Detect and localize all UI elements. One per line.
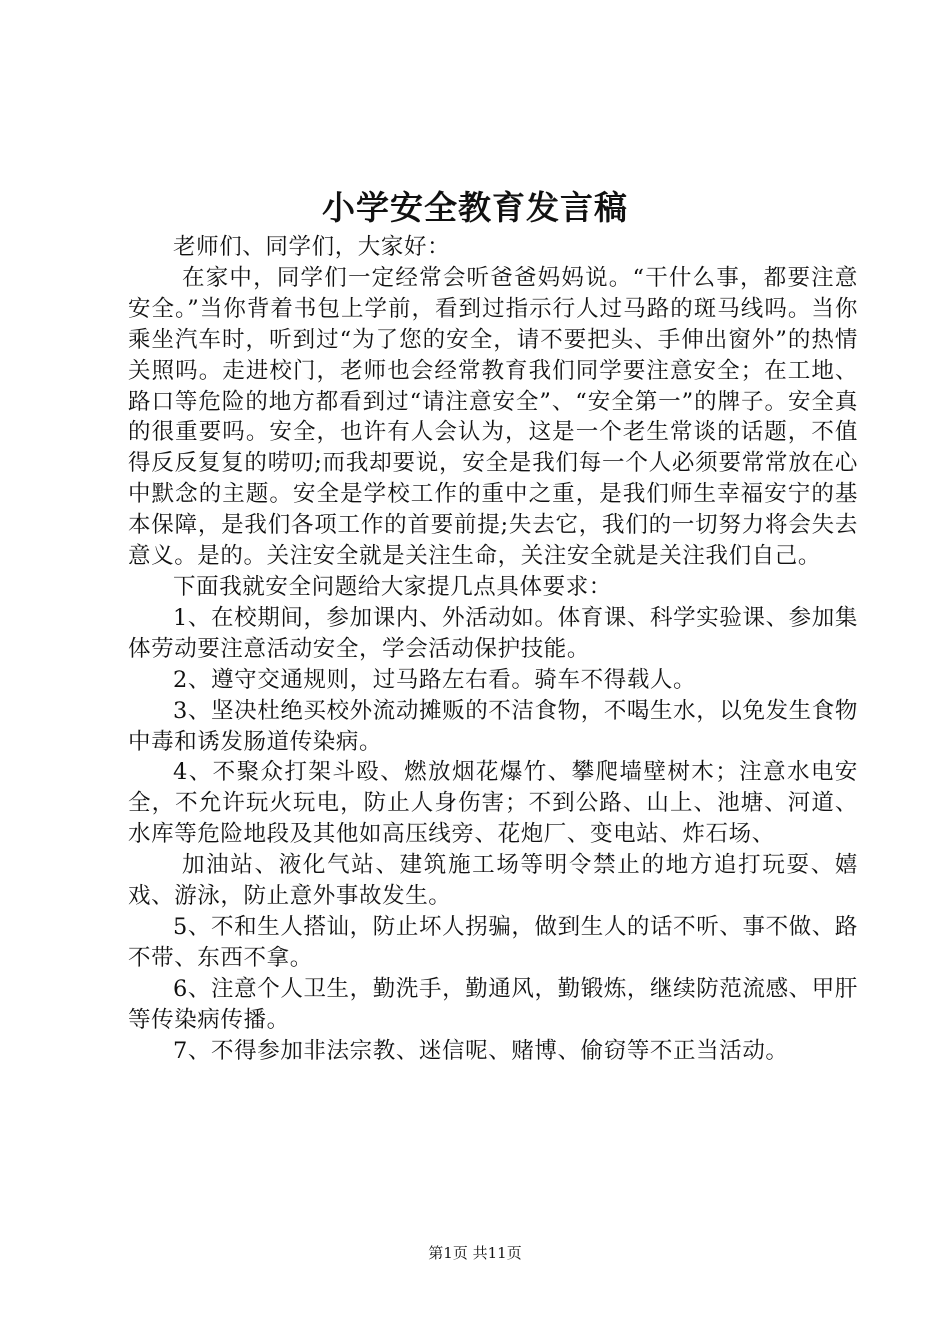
list-item-4: 4、不聚众打架斗殴、燃放烟花爆竹、攀爬墙壁树木；注意水电安全，不允许玩火玩电，防止人身伤害；不到公路、山上、池塘、河道、水库等危险地段及其他如高压线旁、花炮厂、变电站、炸石场、	[128, 759, 858, 848]
list-item-1: 1、在校期间，参加课内、外活动如。体育课、科学实验课、参加集体劳动要注意活动安全，学会活动保护技能。	[128, 604, 858, 662]
page-number-footer: 第1页 共11页	[428, 1244, 522, 1262]
document-body	[128, 232, 858, 1066]
list-item-6: 6、注意个人卫生，勤洗手，勤通风，勤锻炼，继续防范流感、甲肝等传染病传播。	[128, 975, 858, 1033]
list-item-3: 3、坚决杜绝买校外流动摊贩的不洁食物，不喝生水，以免发生食物中毒和诱发肠道传染病。	[128, 697, 858, 755]
list-item-2: 2、遵守交通规则，过马路左右看。骑车不得载人。	[173, 666, 697, 693]
greeting-paragraph: 老师们、同学们，大家好：	[173, 234, 451, 260]
body-paragraph: 下面我就安全问题给大家提几点具体要求：	[173, 573, 612, 600]
list-item-7: 7、不得参加非法宗教、迷信呢、赌博、偷窃等不正当活动。	[173, 1037, 789, 1064]
body-paragraph: 在家中，同学们一定经常会听爸爸妈妈说。“干什么事，都要注意安全。”当你背着书包上学前，看到过指示行人过马路的斑马线吗。当你乘坐汽车时，听到过“为了您的安全，请不要把头、手伸出窗外”的热情关照吗。走进校门，老师也会经常教育我们同学要注意安全；在工地、路口等危险的地方都看到过“请注意安全”、“安全第一”的牌子。安全真的很重要吗。安全，也许有人会认为，这是一个老生常谈的话题，不值得反反复复的唠叨;而我却要说，安全是我们每一个人必须要常常放在心中默念的主题。安全是学校工作的重中之重，是我们师生幸福安宁的基本保障，是我们各项工作的首要前提;失去它，我们的一切努力将会失去意义。是的。关注安全就是关注生命，关注安全就是关注我们自己。	[128, 264, 858, 570]
document-title: 小学安全教育发言稿	[322, 188, 628, 227]
list-item-4-continued: 加油站、液化气站、建筑施工场等明令禁止的地方追打玩耍、嬉戏、游泳，防止意外事故发生。	[128, 852, 858, 910]
list-item-5: 5、不和生人搭讪，防止坏人拐骗，做到生人的话不听、事不做、路不带、东西不拿。	[128, 913, 858, 971]
